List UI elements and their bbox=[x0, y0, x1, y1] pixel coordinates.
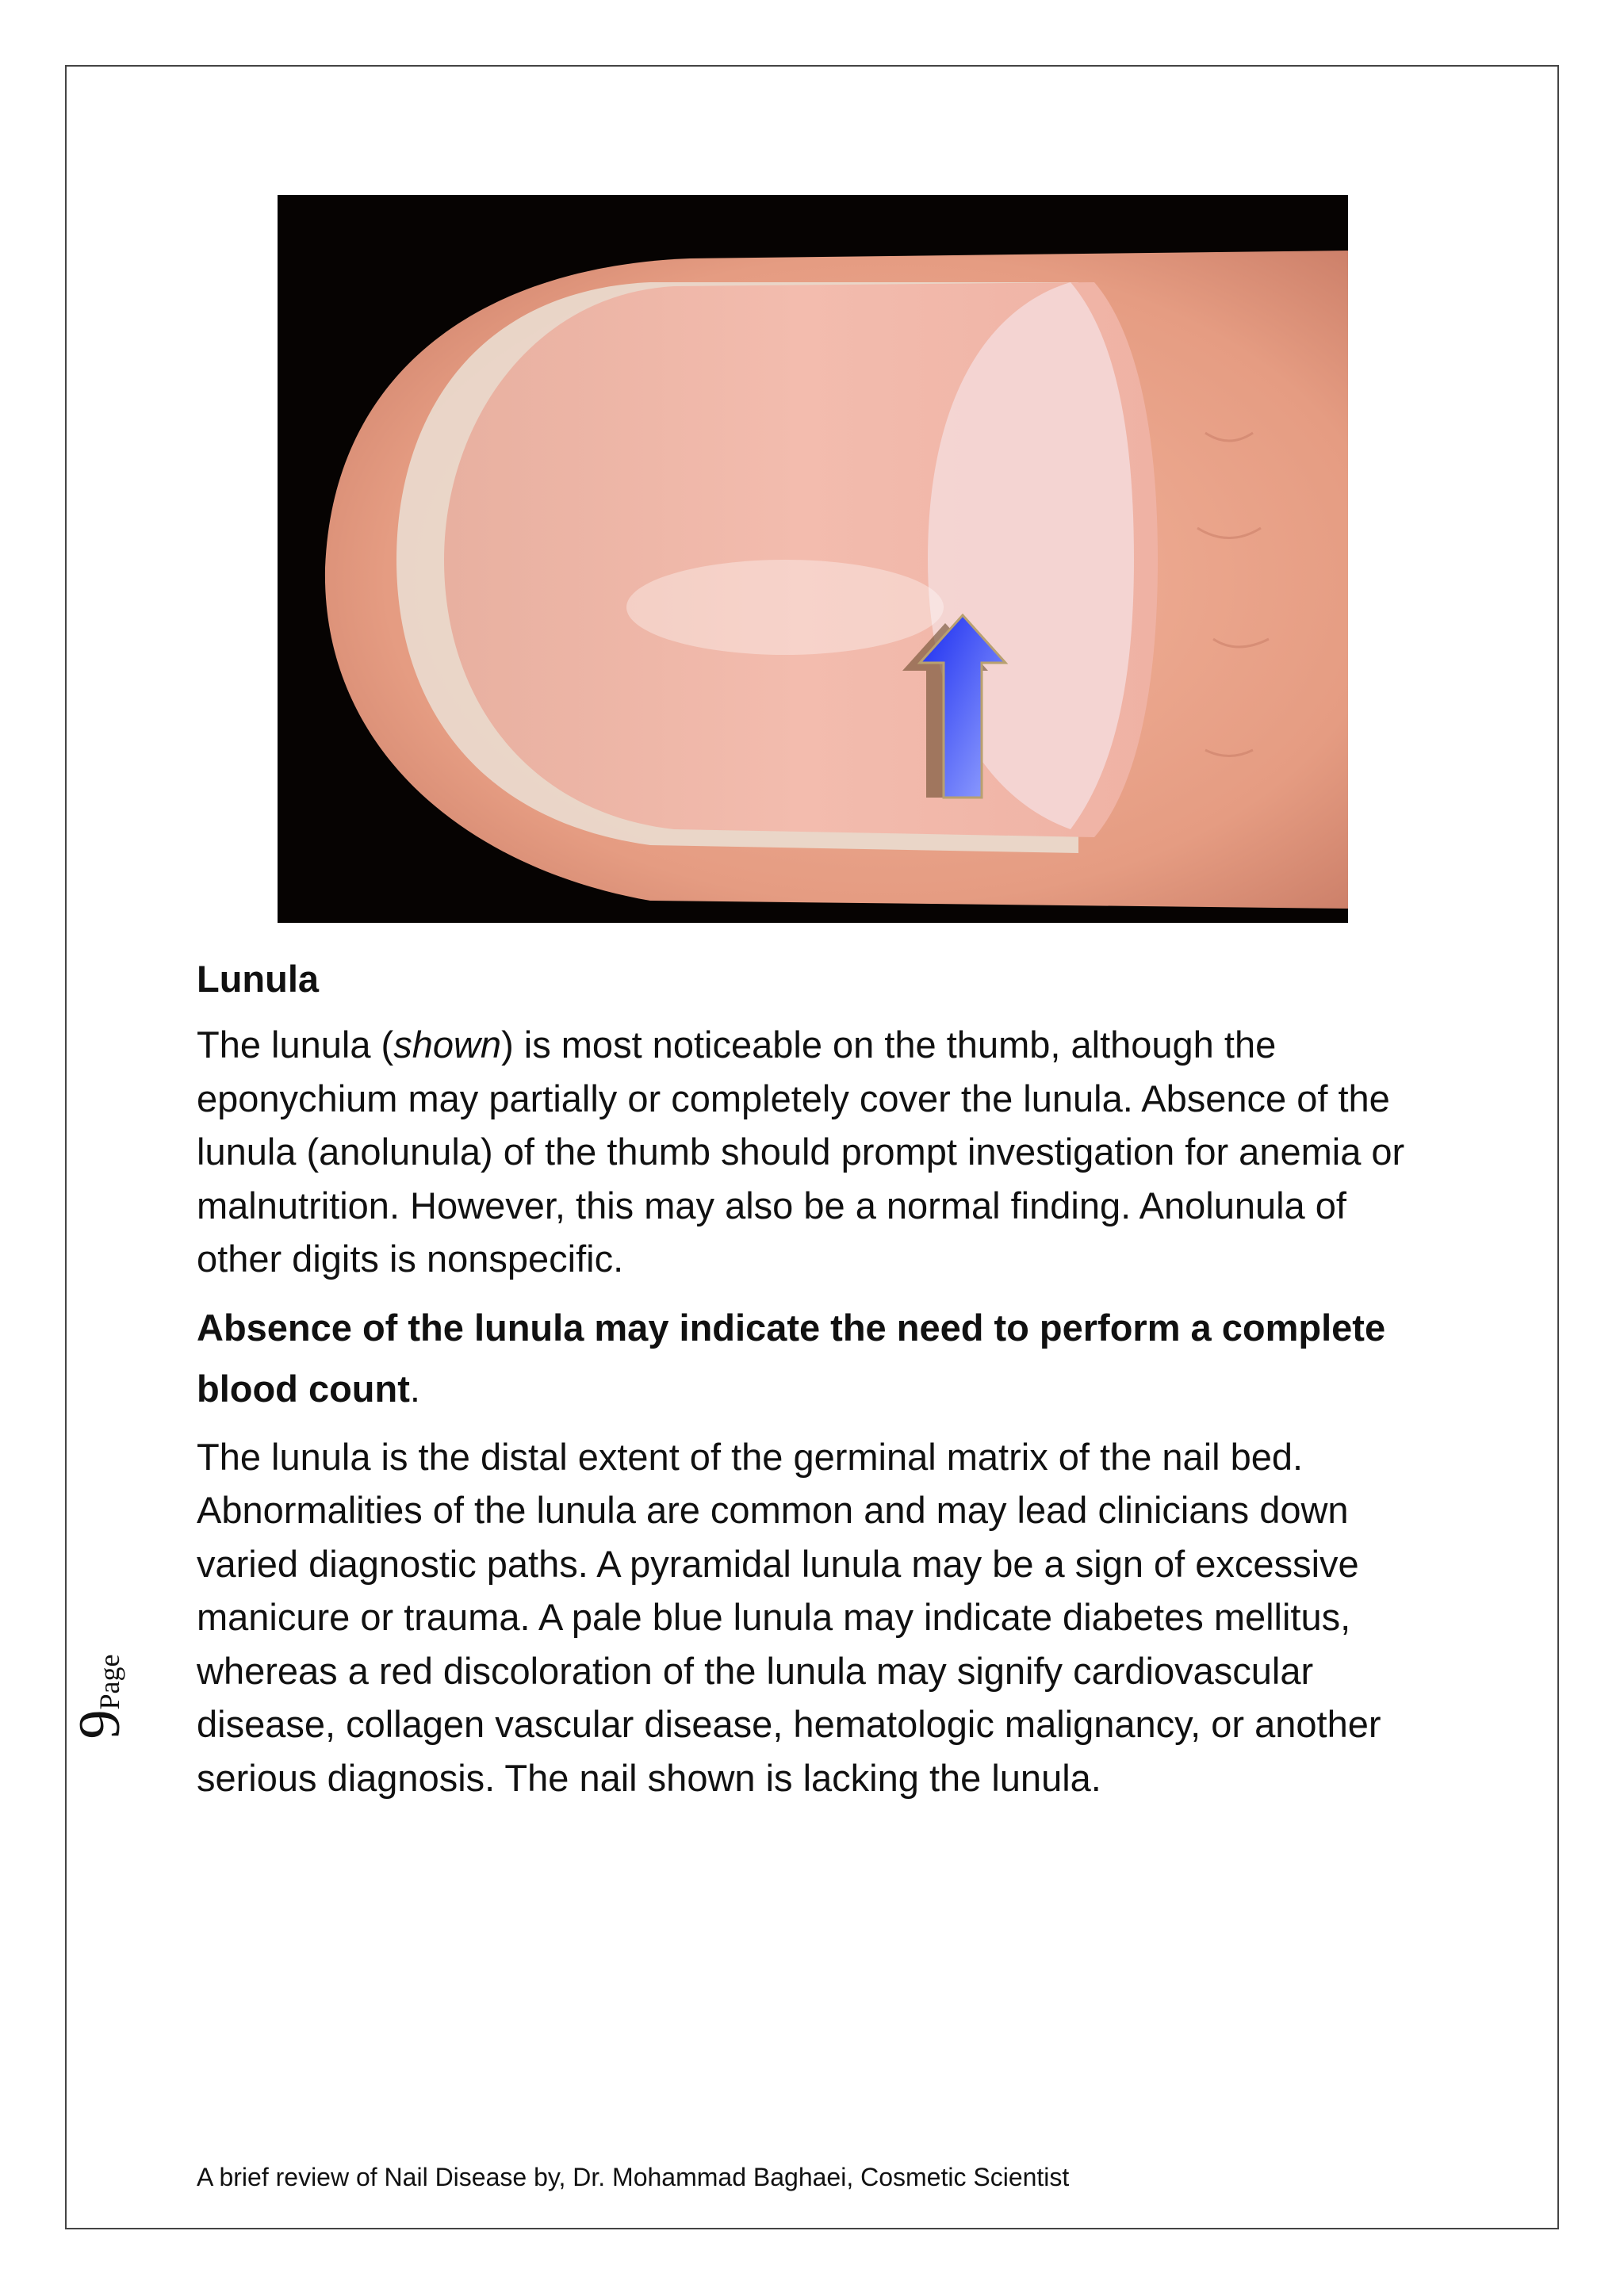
footer-credit: A brief review of Nail Disease by, Dr. Mohammad Baghaei, Cosmetic Scientist bbox=[197, 2163, 1070, 2191]
key-point-bold-text: Absence of the lunula may indicate the need to perform a complete blood count bbox=[197, 1306, 1386, 1410]
para1-emphasis: shown bbox=[393, 1024, 502, 1066]
page-label: Page bbox=[94, 1654, 125, 1710]
paragraph-key-point bbox=[197, 1297, 1434, 1419]
main-text bbox=[197, 951, 1434, 1816]
paragraph-lunula-abnormalities: The lunula is the distal extent of the germinal matrix of the nail bed. Abnormalities of the lunula are common and may lead clinicians down varied diagnostic paths. A pyramidal lunula may be a sign of excessive manicure or trauma. A pale blue lunula may indicate diabetes mellitus, whereas a red discoloration of the lunula may signify cardiovascular disease, collagen vascular disease, hematologic malignancy, or another serious diagnosis. The nail shown is lacking the lunula. bbox=[197, 1435, 1381, 1799]
para1-text-start: The lunula ( bbox=[197, 1024, 394, 1066]
page-number-value: 9 bbox=[67, 1709, 132, 1739]
key-point-period: . bbox=[409, 1367, 420, 1410]
para1-text-end: ) is most noticeable on the thumb, although the eponychium may partially or completely cover the lunula. Absence of the lunula (anolunula) of the thumb should prompt investigation for anemia or malnutrition. However, this may also be a normal finding. Anolunula of other digits is nonspecific. bbox=[197, 1024, 1405, 1280]
thumb-nail-photo bbox=[278, 195, 1348, 923]
page-number bbox=[67, 1649, 146, 1744]
section-heading: Lunula bbox=[197, 958, 320, 1000]
paragraph-lunula-description bbox=[197, 1018, 1434, 1286]
thumb-nail-illustration bbox=[278, 195, 1348, 923]
